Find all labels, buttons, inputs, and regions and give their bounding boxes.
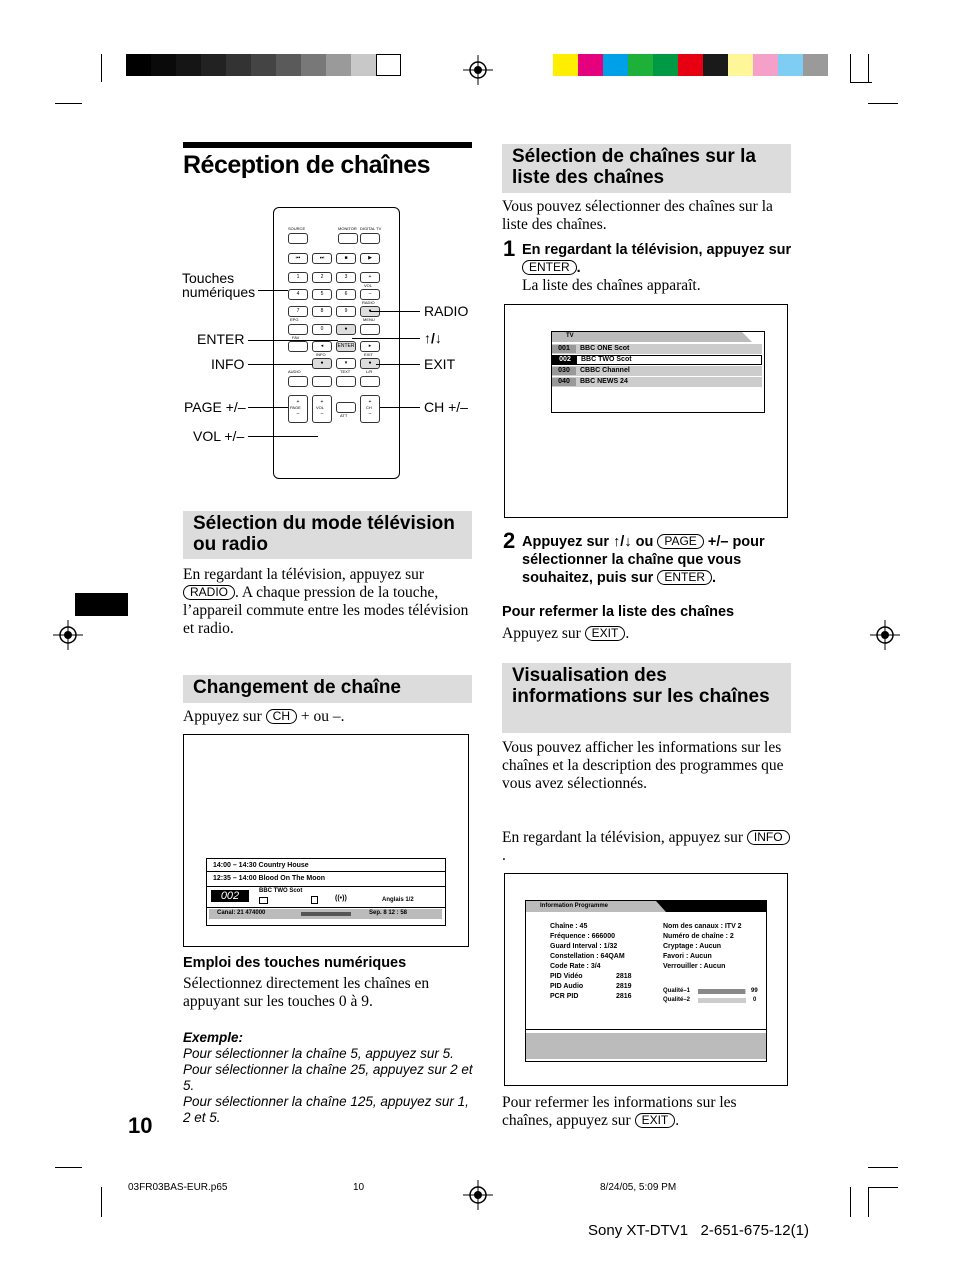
vol-key: + – [312,395,332,423]
info-close-pre: Pour refermer les informations sur les chaînes, appuyez sur [502,1094,737,1129]
example-block [183,1030,475,1126]
info-right-4: Verrouiller : Aucun [663,963,726,970]
key-label: DIGITAL TV [360,226,382,231]
step-1-text: En regardant la télévision, appuyez sur ENTER . [522,242,792,276]
label-ch: CH +/– [424,399,468,415]
text-key [336,376,356,387]
step-2-a: Appuyez sur [522,534,610,550]
pid-value: 2819 [616,983,632,990]
list-row-name: BBC ONE Scot [580,345,630,352]
key-label: RADIO [362,300,375,305]
channel-list-panel [551,331,765,413]
label-radio: RADIO [424,303,469,319]
info-line: En regardant la télévision, appuyez sur INFO. [502,829,792,865]
list-tab-bar [552,332,764,342]
digit-key: 0 [312,324,332,335]
up-key: ● [336,324,356,335]
digital-tv-key [360,233,380,244]
list-tab: TV [566,333,574,339]
digit-key: 9 [336,306,356,317]
key-label: INFO [316,352,326,357]
stop-key: ■ [336,253,356,264]
leader-line [248,407,288,408]
key-label: MENU [363,317,375,322]
close-list-pre: Appuyez sur [502,625,581,642]
next-key: ⏭ [312,253,332,264]
ch-key: + – [360,395,380,423]
example-label: Exemple: [183,1030,244,1045]
updown-arrows-icon: ↑/↓ [613,534,632,550]
quality-2-value: 0 [753,997,757,1003]
date-time: Sep. 8 12 : 58 [369,910,408,916]
prev-key: ⏮ [288,253,308,264]
label-vol: VOL +/– [193,428,245,444]
digit-key: 4 [288,289,308,300]
quality-1-label: Qualité–1 [663,988,691,994]
remote-control [273,207,400,479]
source-key [288,233,308,244]
enter-button-ref: ENTER [657,570,712,585]
quality-1-value: 99 [751,988,758,994]
audio-key [288,376,308,387]
pid-value: 2816 [616,993,632,1000]
list-intro: Vous pouvez sélectionner des chaînes sur la liste des chaînes. [502,198,773,233]
list-row-num: 030 [552,367,576,375]
quality-1-bar [698,989,746,994]
numeric-text: Sélectionnez directement les chaînes en appuyant sur les touches 0 à 9. [183,975,430,1010]
key-label: VOL [316,405,325,410]
close-list-heading: Pour refermer la liste des chaînes [502,604,735,620]
label-enter: ENTER [197,331,245,347]
play-key: ▶ [360,253,380,264]
list-row-name: BBC TWO Scot [581,356,632,363]
monitor-key [338,233,358,244]
status-strip [209,909,442,919]
program-1: 14:00 – 14:30 Country House [213,862,309,869]
chapter-tab [75,593,128,616]
label-exit: EXIT [424,356,456,372]
info-right-1: Numéro de chaîne : 2 [663,933,734,940]
menu-key [360,324,380,335]
key-label: AUDIO [288,369,301,374]
step-1-pre: En regardant la télévision, appuyez sur [522,242,792,258]
leader-line [380,407,420,408]
step-2-number: 2 [503,528,516,553]
key-label: L/R [366,369,373,374]
footer-file: 03FR03BAS-EUR.p65 [128,1182,228,1193]
canal-info: Canal: 21 474000 [217,910,266,916]
registration-mark-icon [463,55,493,85]
digit-key: 6 [336,289,356,300]
enter-button-ref: ENTER [522,260,577,275]
audio-language: Anglais 1/2 [382,897,414,903]
info-key: ● [312,358,332,369]
page-number: 10 [128,1113,153,1138]
leader-line [352,338,420,339]
leader-line [376,364,420,365]
tv-icon [259,897,268,904]
pid-label: PCR PID [550,993,579,1000]
digit-key: 3 [336,272,356,283]
lr-key [360,376,380,387]
quality-2-label: Qualité–2 [663,997,691,1003]
program-2: 12:35 – 14:00 Blood On The Moon [213,875,326,882]
quality-2-bar [698,998,746,1003]
footer-page: 10 [353,1182,365,1193]
footer-date: 8/24/05, 5:09 PM [600,1182,677,1193]
exit-button-ref: EXIT [585,626,626,641]
tv-screen-info [504,873,788,1086]
label-page: PAGE +/– [184,399,246,415]
list-row-selected [552,355,762,365]
key-label: MONITOR [338,226,357,231]
info-intro: Vous pouvez afficher les informations sur les chaînes et la description des programmes que vous avez sélectionnés. [502,739,784,792]
info-left-1: Fréquence : 666000 [550,933,615,940]
step-2-c: +/– pour sélectionner la chaîne que vous souhaitez, puis sur [522,534,765,586]
footer-product: Sony XT-DTV1 2-651-675-12(1) [588,1222,809,1239]
down-key: ▾ [336,358,356,369]
change-post: + ou –. [300,708,345,725]
list-row [552,377,762,387]
list-row-name: BBC NEWS 24 [580,378,628,385]
pid-label: PID Vidéo [550,973,583,980]
key-label: TEXT [340,369,351,374]
vol-up-key: + [360,272,380,283]
step-1-number: 1 [503,236,516,261]
label-info: INFO [211,356,245,372]
signal-icon: ((•)) [335,895,347,902]
key-label: ATT [340,413,348,418]
list-row-num: 002 [553,356,577,364]
key-label: EPG [290,317,299,322]
leader-line [248,436,318,437]
digit-key: 7 [288,306,308,317]
step-2-text: Appuyez sur ↑/↓ ou PAGE +/– pour sélectionner la chaîne que vous souhaitez, puis sur ENTER . [522,534,765,586]
registration-mark-icon [53,620,83,650]
tv-screen-channel-list [504,304,788,518]
description-area [526,1033,766,1059]
step-1-result: La liste des chaînes apparaît. [522,277,701,294]
right-key: ▸ [360,341,380,352]
info-line-text: En regardant la télévision, appuyez sur [502,829,744,846]
numeric-heading: Emploi des touches numériques [183,955,407,971]
info-panel [525,900,767,1062]
info-left-3: Constellation : 64QAM [550,953,625,960]
key-label: EXIT [364,352,373,357]
example-1: Pour sélectionner la chaîne 5, appuyez sur 5. [183,1046,454,1061]
close-list-text: Appuyez sur EXIT . [502,625,630,642]
info-close-text: Pour refermer les informations sur les chaînes, appuyez sur EXIT . [502,1094,737,1129]
mode-line2: A chaque pression de la touche, l’appareil commute entre les modes télévision et radio. [183,584,469,637]
section-heading-change: Changement de chaîne [183,675,472,703]
info-right-0: Nom des canaux : ITV 2 [663,923,742,930]
registration-mark-icon [870,620,900,650]
att-key [336,402,356,413]
leader-line [248,340,338,341]
info-left-4: Code Rate : 3/4 [550,963,601,970]
list-row-num: 040 [552,378,576,386]
page-key: + – [288,395,308,423]
leader-line [370,311,420,312]
exit-button-ref: EXIT [635,1113,676,1128]
page-title: Réception de chaînes [183,151,431,179]
step-2-b: ou [635,534,654,550]
example-2: Pour sélectionner la chaîne 25, appuyez sur 2 et 5. [183,1062,473,1093]
digit-key: 8 [312,306,332,317]
left-key: ◂ [312,341,332,352]
list-row [552,366,762,376]
vol-down-key: – [360,289,380,300]
info-header: Information Programme [540,903,609,909]
pid-value: 2818 [616,973,632,980]
tv-screen-banner [183,734,469,947]
change-text [183,708,345,726]
digit-key: 1 [288,272,308,283]
key-label: PAGE [290,405,301,410]
fav-key [288,341,308,352]
epg-key [288,324,308,335]
enter-key: ENTER [336,341,356,352]
program-banner [206,858,446,926]
leader-line [258,290,288,291]
info-right-3: Favori : Aucun [663,953,712,960]
section-heading-info: Visualisation des informations sur les chaînes [502,663,791,733]
info-button-ref: INFO [747,830,790,845]
info-left-0: Chaîne : 45 [550,923,588,930]
signal-bar [301,912,351,916]
key-label: SOURCE [288,226,306,231]
title-rule [183,142,472,148]
info-right-2: Cryptage : Aucun [663,943,722,950]
subtitle-key [312,376,332,387]
registration-mark-icon [463,1180,493,1210]
key-label: VOL [364,283,373,288]
pid-label: PID Audio [550,983,584,990]
radio-button-ref: RADIO [183,585,235,600]
channel-name: BBC TWO Scot [259,888,303,894]
label-touches: Touches numériques [182,270,256,300]
section-heading-list: Sélection de chaînes sur la liste des chaînes [502,144,791,193]
key-label: FAV [292,335,300,340]
list-row-num: 001 [552,345,576,353]
mode-text: En regardant la télévision, appuyez sur RADIO . A chaque pression de la touche, l’appareil commute entre les modes télévision et radio. [183,566,469,637]
page-button-ref: PAGE [657,534,703,549]
change-pre: Appuyez sur [183,708,262,725]
digit-key: 2 [312,272,332,283]
section-heading-mode: Sélection du mode télévision ou radio [183,511,472,559]
lock-icon [311,896,318,904]
exit-key: ● [360,358,380,369]
channel-number: 002 [211,890,249,902]
key-label: CH [366,405,372,410]
example-3: Pour sélectionner la chaîne 125, appuyez sur 1, 2 et 5. [183,1094,469,1125]
list-row-name: CBBC Channel [580,367,630,374]
ch-button-ref: CH [266,709,297,724]
mode-line1: En regardant la télévision, appuyez sur [183,566,425,583]
digit-key: 5 [312,289,332,300]
info-left-2: Guard Interval : 1/32 [550,943,618,950]
list-row [552,344,762,354]
label-arrows: ↑/↓ [424,330,442,346]
leader-line [248,364,313,365]
